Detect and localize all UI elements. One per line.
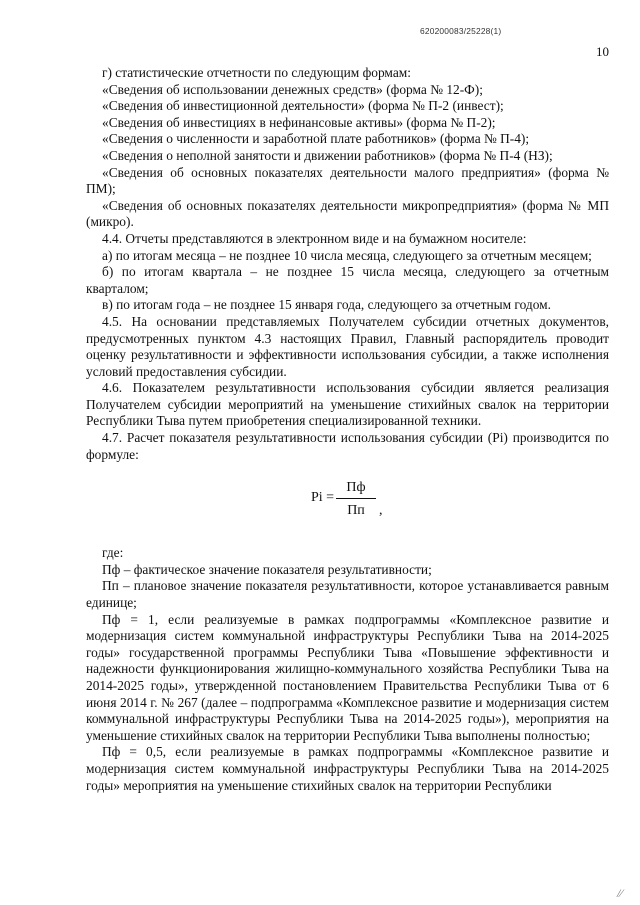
paragraph: Пф = 0,5, если реализуемые в рамках подпрограммы «Комплексное развитие и модернизация систем коммунальной инфраструктуры Республики Тыва на 2014-2025 годы» мероприятия на уменьшение стихийных свалок на территории Республики: [86, 744, 609, 793]
paragraph: б) по итогам квартала – не позднее 15 числа месяца, следующего за отчетным кварталом;: [86, 264, 609, 296]
paragraph: Пф = 1, если реализуемые в рамках подпрограммы «Комплексное развитие и модернизация систем коммунальной инфраструктуры Республики Тыва на 2014-2025 годы» государственной программы Республики Тыва «Повышение эффективности и надежности функционирования жилищно-коммунального хозяйства Республики Тыва на 2014-2025 годы», утвержденной постановлением Правительства Республики Тыва от 6 июня 2014 г. № 267 (далее – подпрограмма «Комплексное развитие и модернизация систем коммунальной инфраструктуры Республики Тыва на 2014-2025 годы»), мероприятия на уменьшение стихийных свалок на территории Республики Тыва выполнены полностью;: [86, 611, 609, 743]
paragraph: Пп – плановое значение показателя результативности, которое устанавливается равным единице;: [86, 578, 609, 611]
paragraph: «Сведения об основных показателях деятельности микропредприятия» (форма № МП (микро).: [86, 197, 609, 230]
paragraph: «Сведения об инвестиционной деятельности» (форма № П-2 (инвест);: [102, 98, 504, 114]
formula: [86, 469, 609, 531]
handwritten-mark: /⁄: [617, 886, 623, 900]
paragraph: «Сведения об инвестициях в нефинансовые активы» (форма № П-2);: [102, 114, 496, 130]
paragraph: «Сведения о неполной занятости и движении работников» (форма № П-4 (НЗ);: [102, 147, 553, 163]
paragraph: 4.6. Показателем результативности использования субсидии является реализация Получателем субсидии мероприятий на уменьшение стихийных свалок на территории Республики Тыва путем приобретения специализированной техники.: [86, 380, 609, 429]
paragraph: Пф – фактическое значение показателя результативности;: [102, 561, 432, 577]
paragraph: в) по итогам года – не позднее 15 января года, следующего за отчетным годом.: [102, 297, 551, 313]
formula-lhs: Pi =: [311, 490, 335, 506]
formula-denominator: Пп: [347, 503, 365, 519]
document-body: [86, 65, 609, 794]
paragraph: г) статистические отчетности по следующим формам:: [102, 65, 411, 80]
paragraph: а) по итогам месяца – не позднее 10 числа месяца, следующего за отчетным месяцем;: [102, 247, 592, 263]
document-id: 620200083/25228(1): [420, 26, 502, 36]
paragraph: где:: [102, 545, 124, 561]
paragraph: 4.7. Расчет показателя результативности использования субсидии (Pi) производится по формуле:: [86, 430, 609, 462]
paragraph: «Сведения о численности и заработной плате работников» (форма № П-4);: [102, 131, 530, 147]
paragraph: «Сведения об использовании денежных средств» (форма № 12-Ф);: [102, 81, 483, 97]
paragraph: «Сведения об основных показателях деятельности малого предприятия» (форма № ПМ);: [86, 164, 609, 197]
fraction-bar: [336, 498, 376, 499]
paragraph: 4.4. Отчеты представляются в электронном виде и на бумажном носителе:: [102, 230, 527, 246]
page-number: 10: [596, 44, 609, 59]
formula-numerator: Пф: [346, 480, 366, 496]
formula-fraction: [336, 479, 376, 519]
paragraph: 4.5. На основании представляемых Получателем субсидии отчетных документов, предусмотренных пунктом 4.3 настоящих Правил, Главный распорядитель проводит оценку результативности и эффективности использования субсидии, а также исполнения условий предоставления субсидии.: [86, 313, 609, 379]
formula-comma: ,: [379, 503, 383, 519]
